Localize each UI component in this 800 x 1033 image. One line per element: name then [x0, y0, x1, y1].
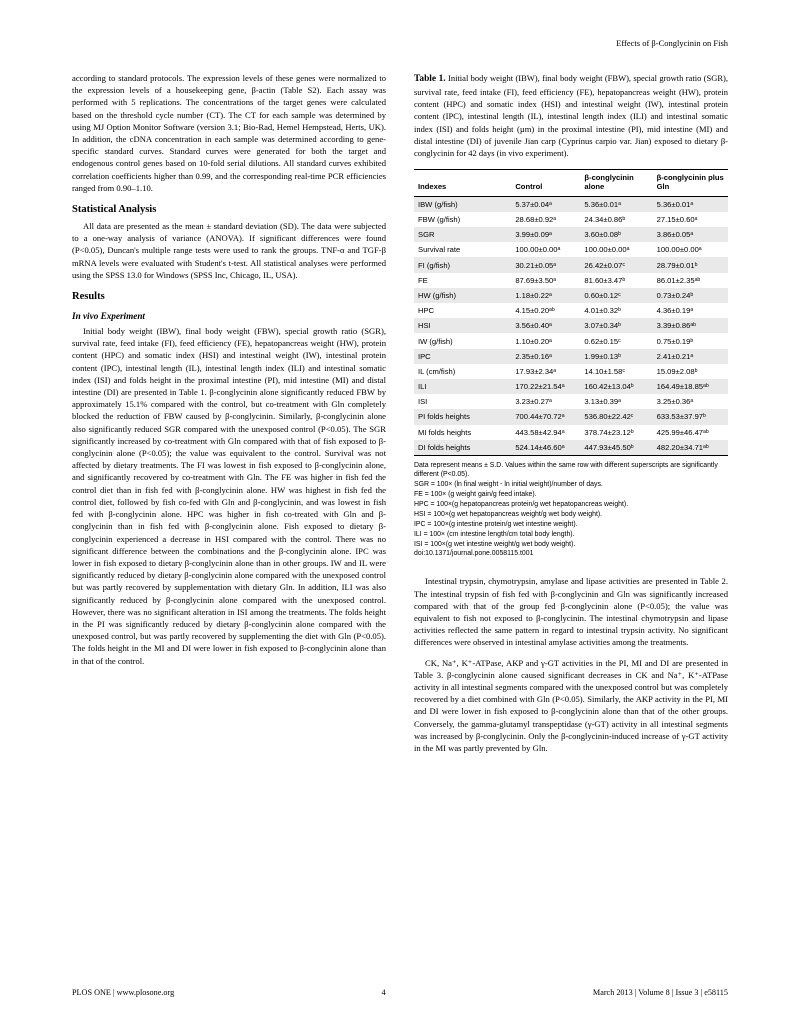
table-1-header-row [414, 169, 728, 196]
table-cell-control: 30.21±0.05ᵃ [515, 260, 557, 270]
table-cell-index: IW (g/fish) [418, 336, 453, 346]
table-cell-alone: 536.80±22.42ᶜ [584, 412, 634, 422]
table-cell-gln: 425.99±46.47ᵃᵇ [656, 427, 709, 437]
table-cell-index: FE [418, 275, 428, 285]
table-row [414, 425, 728, 440]
table-1-body [414, 196, 728, 455]
table-note-doi: doi:10.1371/journal.pone.0058115.t001 [414, 550, 534, 558]
table-note: ILI = 100× (cm intestine length/cm total body length). [414, 530, 575, 538]
paragraph-statistical-analysis: All data are presented as the mean ± standard deviation (SD). The data were subjected to a one-way analysis of variance (ANOVA). If significant differences were found (P<0.05), Duncan's multiple range tests were used to rank the groups. TNF-α and TGF-β mRNA levels were evaluated with Student's t-test. All statistical analyses were performed using the SPSS 13.0 for Windows (SPSS Inc, Chicago, IL, USA). [72, 221, 386, 280]
table-row [414, 379, 728, 394]
table-note: IPC = 100×(g intestine protein/g wet intestine weight). [414, 520, 578, 528]
table-1-col-header-conglycinin-alone: β-conglycinin alone [580, 169, 652, 196]
table-cell-alone: 0.60±0.12ᶜ [584, 290, 621, 300]
table-cell-index: Survival rate [418, 245, 461, 255]
paragraph-atpase-activities: CK, Na⁺, K⁺-ATPase, AKP and γ-GT activities in the PI, MI and DI are presented in Table 3. β-conglycinin alone caused significant decreases in CK and Na⁺, K⁺-ATPase activity in all intestinal segments compared with the unexposed control but was completely recovered by a diet combined with Gln (P<0.05). Similarly, the AKP activity in the PI, MI and DI were lower in fish exposed to β-conglycinin alone than that of the other groups. Conversely, the gamma-glutamyl transpeptidase (γ-GT) activity in all intestinal segments was increased by β-conglycinin. Only the β-conglycinin-induced increase of γ-GT activity in the MI was partly prevented by Gln. [414, 657, 728, 753]
table-cell-control: 170.22±21.54ᵃ [515, 382, 565, 392]
table-cell-index: DI folds heights [414, 440, 511, 456]
table-cell-control: 1.10±0.20ᵃ [515, 336, 552, 346]
footer-issue: March 2013 | Volume 8 | Issue 3 | e58115 [592, 988, 728, 997]
table-cell-index: ILI [418, 382, 427, 392]
table-1-notes [414, 461, 728, 559]
table-cell-control: 28.68±0.92ᵃ [515, 215, 557, 224]
table-1-caption [414, 72, 728, 159]
table-cell-gln: 164.49±18.85ᵃᵇ [656, 382, 709, 392]
table-1-col-header-indexes: Indexes [414, 169, 511, 196]
table-cell-gln: 4.36±0.19ᵃ [656, 306, 694, 316]
running-head: Effects of β-Conglycinin on Fish [616, 38, 728, 48]
table-cell-control: 3.99±0.09ᵃ [515, 230, 552, 240]
left-column [72, 72, 386, 762]
table-cell-index: IPC [418, 351, 431, 361]
table-note: ISI = 100×(g wet intestine weight/g wet body weight). [414, 540, 576, 548]
table-row [414, 318, 728, 333]
paragraph-methods-continued: according to standard protocols. The expression levels of these genes were normalized to the expression levels of a housekeeping gene, β-actin (Table S2). Each assay was performed with 5 replications. The concentrations of the target genes were calculated based on the threshold cycle number (CT). The CT for each sample was determined by using MJ Option Monitor Software (version 3.1; Bio-Rad, Hemel Hempstead, Herts, UK). In addition, the cDNA concentration in each sample was determined according to gene-specific standard curves. Standard curves were generated for both the target and endogenous control genes based on 10-fold serial dilutions. All standard curves exhibited correlation coefficients higher than 0.99, and the corresponding real-time PCR efficiencies ranged from 0.90–1.10. [72, 73, 386, 193]
table-row [414, 440, 728, 456]
heading-results: Results [72, 291, 105, 303]
table-row [414, 212, 728, 227]
table-cell-alone: 26.42±0.07ᶜ [584, 260, 626, 270]
table-cell-alone: 5.36±0.01ᵃ [584, 199, 621, 209]
table-cell-index: FBW (g/fish) [418, 215, 461, 224]
table-cell-control: 2.35±0.16ᵃ [515, 351, 552, 361]
table-cell-control: 17.93±2.34ᵃ [515, 366, 557, 376]
table-cell-alone: 3.60±0.08ᵇ [584, 230, 621, 240]
table-note: FE = 100× (g weight gain/g feed intake). [414, 491, 537, 499]
table-cell-alone: 447.93±45.50ᵇ [580, 440, 652, 456]
table-cell-alone: 3.07±0.34ᵇ [584, 321, 621, 331]
heading-in-vivo-experiment: In vivo Experiment [72, 311, 145, 322]
table-cell-index: HSI [418, 321, 431, 331]
table-1-head [414, 169, 728, 196]
table-note: HSI = 100×(g wet hepatopancreas weight/g wet body weight). [414, 510, 603, 518]
table-cell-index: IL (cm/fish) [418, 366, 456, 376]
table-note: Data represent means ± S.D. Values within the same row with different superscripts are significantly different (P<0.05). [414, 461, 718, 479]
table-cell-index: MI folds heights [418, 427, 472, 437]
table-text-spacer [414, 559, 728, 575]
table-cell-gln: 482.20±34.71ᵃᵇ [653, 440, 728, 456]
table-row [414, 364, 728, 379]
table-cell-gln: 100.00±0.00ᵃ [656, 245, 702, 255]
table-row [414, 333, 728, 348]
table-row [414, 394, 728, 409]
table-cell-gln: 2.41±0.21ᵃ [656, 351, 694, 361]
table-cell-gln: 3.86±0.05ᵃ [656, 230, 694, 240]
table-row [414, 257, 728, 272]
table-cell-index: PI folds heights [418, 412, 470, 422]
table-row [414, 242, 728, 257]
table-row [414, 409, 728, 424]
table-1-caption-text: Initial body weight (IBW), final body weight (FBW), special growth ratio (SGR), survival rate, feed intake (FI), feed efficiency (FE), hepatopancreas weight (HW), protein content (HPC) and somatic index (HSI) and intestinal weight (IW), intestinal protein content (IPC), intestinal length (IL), intestinal length index (ILI) and intestinal somatic index (ISI) and folds height (µm) in the proximal intestine (PI), mid intestine (MI) and distal intestine (DI) of juvenile Jian carp (Cyprinus carpio var. Jian) exposed to dietary β-conglycinin for 42 days (in vivo experiment). [414, 73, 728, 158]
page-footer [72, 988, 728, 997]
table-cell-alone: 14.10±1.58ᶜ [584, 366, 626, 376]
table-cell-gln: 27.15±0.60ᵃ [656, 215, 698, 224]
table-note: HPC = 100×(g hepatopancreas protein/g wet hepatopancreas weight). [414, 500, 629, 508]
table-cell-control: 87.69±3.50ᵃ [515, 275, 557, 285]
table-1-col-header-conglycinin-gln: β-conglycinin plus Gln [653, 169, 728, 196]
table-cell-control: 5.37±0.04ᵃ [515, 199, 552, 209]
table-cell-index: IBW (g/fish) [418, 199, 458, 209]
paragraph-enzyme-activities: Intestinal trypsin, chymotrypsin, amylase and lipase activities are presented in Table 2. The intestinal trypsin of fish fed with β-conglycinin and Gln was significantly increased compared with that of the group fed β-conglycinin alone (P<0.05); the value was equivalent to fish not exposed to β-conglycinin. The intestinal chymotrypsin and lipase activities reflected the same pattern in regard to intestinal trypsin activity. No significant differences were observed in intestinal amylase activities among the treatments. [414, 576, 728, 648]
table-row [414, 349, 728, 364]
table-cell-alone: 4.01±0.32ᵇ [584, 306, 621, 316]
table-cell-index: ISI [418, 397, 428, 407]
table-note: SGR = 100× (ln final weight - ln initial weight)/number of days. [414, 481, 603, 489]
table-cell-gln: 0.75±0.19ᵇ [656, 336, 694, 346]
table-1-col-header-control: Control [511, 169, 580, 196]
table-1 [414, 169, 728, 456]
table-cell-alone: 1.99±0.13ᵇ [584, 351, 621, 361]
table-row [414, 227, 728, 242]
table-cell-alone: 24.34±0.86ᵇ [584, 215, 626, 224]
table-cell-alone: 81.60±3.47ᵇ [584, 275, 626, 285]
heading-statistical-analysis: Statistical Analysis [72, 204, 157, 216]
table-cell-control: 3.56±0.40ᵃ [515, 321, 552, 331]
table-cell-gln: 28.79±0.01ᵇ [656, 260, 698, 270]
table-cell-control: 1.18±0.22ᵃ [515, 290, 552, 300]
table-cell-gln: 3.25±0.36ᵃ [656, 397, 694, 407]
table-cell-control: 4.15±0.20ᵃᵇ [515, 306, 555, 316]
right-column [414, 72, 728, 762]
table-cell-control: 443.58±42.94ᵃ [515, 427, 565, 437]
table-cell-alone: 0.62±0.15ᶜ [584, 336, 621, 346]
table-cell-gln: 633.53±37.97ᵇ [656, 412, 706, 422]
table-cell-gln: 3.39±0.86ᵃᵇ [656, 321, 697, 331]
table-cell-control: 700.44±70.72ᵃ [515, 412, 565, 422]
table-cell-gln: 5.36±0.01ᵃ [656, 199, 694, 209]
table-row [414, 273, 728, 288]
table-cell-alone: 378.74±23.12ᵇ [584, 427, 634, 437]
table-cell-alone: 100.00±0.00ᵃ [584, 245, 630, 255]
table-cell-index: SGR [418, 230, 435, 240]
table-cell-gln: 0.73±0.24ᵇ [656, 290, 694, 300]
table-cell-control: 524.14±46.60ᵃ [511, 440, 580, 456]
table-row [414, 288, 728, 303]
table-cell-alone: 160.42±13.04ᵇ [584, 382, 634, 392]
table-cell-index: HPC [418, 306, 435, 316]
footer-page-number: 4 [381, 988, 386, 997]
footer-journal: PLOS ONE | www.plosone.org [72, 988, 175, 997]
table-1-label: Table 1. [414, 74, 446, 84]
two-column-layout [72, 72, 728, 762]
table-row [414, 303, 728, 318]
table-row [414, 196, 728, 212]
table-cell-index: FI (g/fish) [418, 260, 451, 270]
table-cell-index: HW (g/fish) [418, 290, 456, 300]
table-cell-control: 100.00±0.00ᵃ [515, 245, 561, 255]
table-cell-gln: 15.09±2.08ᵇ [656, 366, 698, 376]
paragraph-in-vivo-results: Initial body weight (IBW), final body weight (FBW), special growth ratio (SGR), survival rate, feed intake (FI), feed efficiency (FE), hepatopancreas weight (HW), protein content (HPC) and somatic index (HSI) and intestinal weight (IW), intestinal protein content (IPC), intestinal length (IL), intestinal length index (ILI) and intestinal somatic index (ISI) and folds height in the proximal intestine (PI), mid intestine (MI) and distal intestine (DI) are presented in Table 1. β-conglycinin alone significantly reduced FBW by approximately 15.1% compared with the control, but co-treatment with Gln completely blocked the reduction of FBW caused by β-conglycinin. Similarly, β-conglycinin alone also significantly reduced SGR compared with the unexposed control (P<0.05). The SGR significantly increased by co-treatment with Gln compared with that of fish exposed to β-conglycinin alone (P<0.05); the value was equivalent to the control. Survival was not affected by dietary treatments. The FI was lowest in fish exposed to β-conglycinin alone, and significantly recovered by co-treatment with Gln. The FE was higher in fish fed the control diet than in fish fed with β-conglycinin alone. HW was highest in fish fed the control diet, followed by fish co-fed with Gln and β-conglycinin, and was lowest in fish fed with β-conglycinin alone. HPC was higher in fish co-treated with Gln and β-conglycinin than in fish fed with β-conglycinin alone. Fish exposed to dietary β-conglycinin experienced a decrease in HSI compared with the control. There was no significant difference between the combinations and the β-conglycinin alone. IPC was lower in fish exposed to dietary β-conglycinin alone than in other groups. IW and IL were significantly reduced by dietary β-conglycinin alone compared with the unexposed control but was partly recovered by supplementation with dietary Gln. In addition, ILI was also significantly reduced by β-conglycinin alone compared with the unexposed control. However, there was no significant alteration in ISI among the treatments. The folds height in the PI was significantly reduced by dietary β-conglycinin alone compared with the unexposed control, but was partly recovered by supplementing the diet with Gln (P<0.05). The folds height in the MI and DI were lower in fish exposed to β-conglycinin alone than in that of the control. [72, 326, 386, 666]
table-cell-gln: 86.01±2.35ᵃᵇ [656, 275, 701, 285]
table-cell-control: 3.23±0.27ᵃ [515, 397, 552, 407]
table-cell-alone: 3.13±0.39ᵃ [584, 397, 621, 407]
table-1-block [414, 72, 728, 559]
